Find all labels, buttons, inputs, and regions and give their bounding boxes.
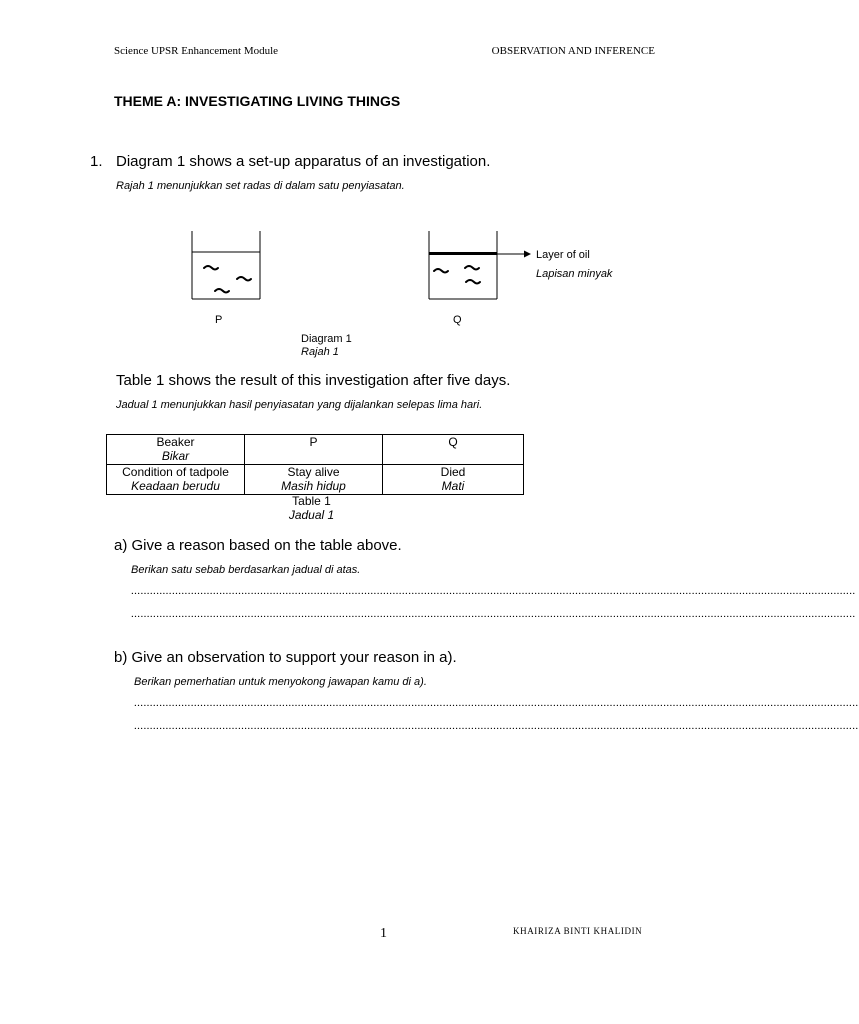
q-result-malay: Mati [441,479,465,493]
beaker-p [192,231,260,299]
page-number: 1 [380,926,387,941]
question-number: 1. [90,153,103,170]
p-result: Stay alive [287,465,340,479]
tadpole-icon [466,280,480,284]
tadpole-icon [237,277,251,281]
table-intro: Table 1 shows the result of this investigation after five days. [116,372,511,389]
tadpole-icon [215,289,229,293]
apparatus-diagram [0,0,768,340]
diagram-caption: Diagram 1 [301,333,352,345]
answer-line-b2[interactable]: ...................................................................................................................................................................................................................................... [134,720,859,732]
column-p-header: P [309,435,318,449]
theme-heading: THEME A: INVESTIGATING LIVING THINGS [114,93,401,109]
part-b-question: b) Give an observation to support your reason in a). [114,649,457,666]
oil-layer [429,252,497,255]
p-result-malay: Masih hidup [281,479,346,493]
table-caption: Table 1 [292,494,331,508]
beaker-header: Beaker [156,435,195,449]
table-caption-malay: Jadual 1 [288,508,335,522]
tadpoles-p [204,266,251,293]
condition-label-malay: Keadaan berudu [131,479,220,493]
tadpole-icon [204,266,218,270]
oil-arrow [497,251,531,258]
condition-label: Condition of tadpole [122,465,229,479]
part-b-question-malay: Berikan pemerhatian untuk menyokong jawapan kamu di a). [134,676,427,688]
answer-line-a2[interactable]: ...................................................................................................................................................................................................................................... [131,608,856,620]
table-row [107,435,524,465]
table-caption-block [243,494,380,522]
header-section-title: OBSERVATION AND INFERENCE [491,45,655,57]
footer-author: KHAIRIZA BINTI KHALIDIN [513,926,643,936]
results-table [106,434,524,495]
beaker-header-malay: Bikar [161,449,190,463]
beaker-p-label: P [215,314,223,326]
question-text-malay: Rajah 1 menunjukkan set radas di dalam satu penyiasatan. [116,180,405,192]
diagram-caption-malay: Rajah 1 [301,346,339,358]
table-row [107,465,524,495]
question-text: Diagram 1 shows a set-up apparatus of an investigation. [116,153,491,170]
tadpole-icon [434,269,448,273]
table-intro-malay: Jadual 1 menunjukkan hasil penyiasatan yang dijalankan selepas lima hari. [116,399,483,411]
tadpoles-q [434,266,480,284]
tadpole-icon [465,266,479,270]
oil-label-malay: Lapisan minyak [536,268,613,280]
beaker-q-label: Q [453,314,462,326]
part-a-question-malay: Berikan satu sebab berdasarkan jadual di atas. [131,564,361,576]
beaker-q [429,231,497,299]
answer-line-b1[interactable]: ...................................................................................................................................................................................................................................... [134,697,859,709]
q-result: Died [440,465,466,479]
header-module-title: Science UPSR Enhancement Module [114,45,279,57]
oil-label: Layer of oil [536,249,590,261]
part-a-question: a) Give a reason based on the table above. [114,537,402,554]
column-q-header: Q [448,435,458,449]
answer-line-a1[interactable]: ...................................................................................................................................................................................................................................... [131,585,856,597]
